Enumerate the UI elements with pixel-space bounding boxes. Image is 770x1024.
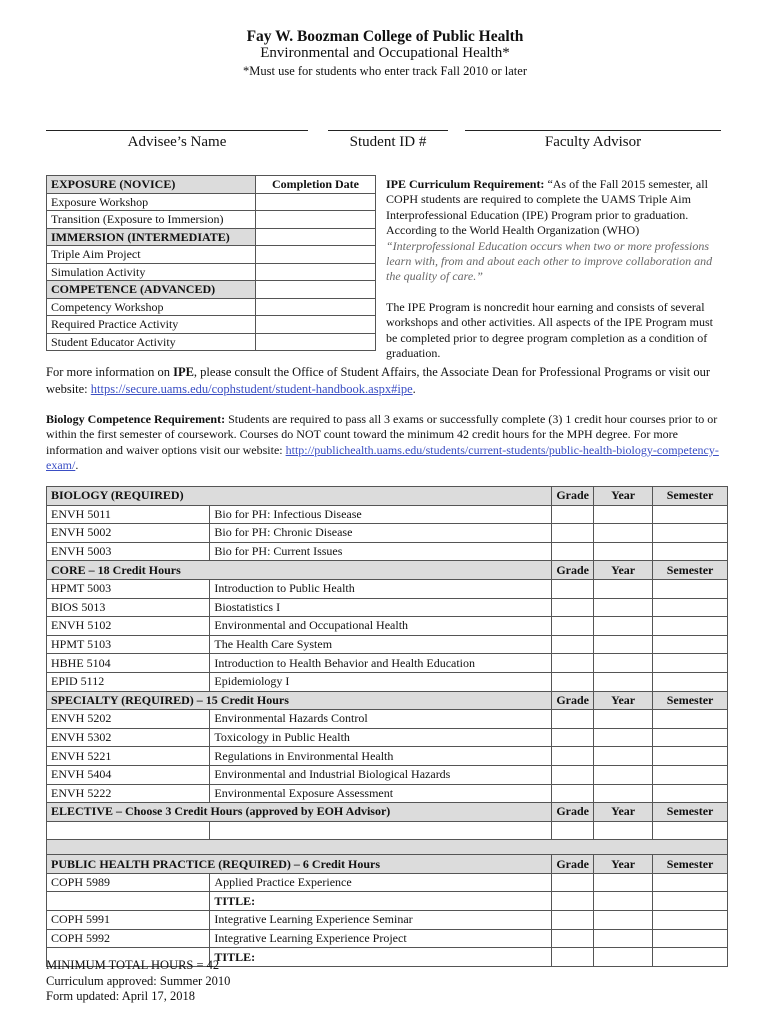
course-name: Integrative Learning Experience Seminar xyxy=(210,911,552,930)
semester-field[interactable] xyxy=(653,873,728,892)
more-info-prefix: For more information on xyxy=(46,365,174,379)
year-field[interactable] xyxy=(594,505,653,524)
footer xyxy=(46,958,230,1005)
course-code xyxy=(47,821,210,840)
section-header-row xyxy=(47,691,728,710)
curriculum-approved: Curriculum approved: Summer 2010 xyxy=(46,973,231,988)
section-header-row xyxy=(47,803,728,822)
year-field[interactable] xyxy=(594,765,653,784)
ipe-activity: Triple Aim Project xyxy=(47,246,256,264)
year-field[interactable] xyxy=(594,542,653,561)
year-field[interactable] xyxy=(594,617,653,636)
year-field[interactable] xyxy=(594,654,653,673)
ipe-completion-table xyxy=(46,175,376,351)
year-field[interactable] xyxy=(594,948,653,967)
semester-field[interactable] xyxy=(653,524,728,543)
semester-field[interactable] xyxy=(653,654,728,673)
grade-header: Grade xyxy=(552,691,594,710)
course-name: The Health Care System xyxy=(210,635,552,654)
course-name: TITLE: xyxy=(210,892,552,911)
year-field[interactable] xyxy=(594,784,653,803)
section-header-row xyxy=(47,561,728,580)
course-code: EPID 5112 xyxy=(47,672,210,691)
completion-date-field[interactable] xyxy=(256,281,376,299)
course-name: Environmental Hazards Control xyxy=(210,710,552,729)
course-row xyxy=(47,892,728,911)
course-name: Regulations in Environmental Health xyxy=(210,747,552,766)
year-header: Year xyxy=(594,855,653,874)
course-name: Integrative Learning Experience Project xyxy=(210,929,552,948)
ipe-handbook-link[interactable]: https://secure.uams.edu/cophstudent/student-handbook.aspx#ipe xyxy=(90,382,413,396)
section-title: PUBLIC HEALTH PRACTICE (REQUIRED) – 6 Credit Hours xyxy=(47,855,552,874)
advisee-name-line[interactable] xyxy=(46,130,308,131)
completion-date-field[interactable] xyxy=(256,316,376,334)
course-row xyxy=(47,929,728,948)
year-field[interactable] xyxy=(594,598,653,617)
semester-field[interactable] xyxy=(653,728,728,747)
ipe-requirement-body: “As of the Fall 2015 semester, all COPH students are required to complete the UAMS Triple Aim Interprofessional Education (IPE) Program prior to graduation. According to the World Health Organization (WHO) xyxy=(386,177,708,238)
completion-date-field[interactable] xyxy=(256,211,376,229)
course-row xyxy=(47,873,728,892)
semester-field[interactable] xyxy=(653,765,728,784)
course-row xyxy=(47,784,728,803)
form-updated: Form updated: April 17, 2018 xyxy=(46,989,195,1003)
page-title: Fay W. Boozman College of Public Health xyxy=(246,28,524,45)
grade-field[interactable] xyxy=(552,524,594,543)
year-field[interactable] xyxy=(594,821,653,840)
ipe-activity: Simulation Activity xyxy=(47,263,256,281)
grade-field[interactable] xyxy=(552,747,594,766)
section-title: SPECIALTY (REQUIRED) – 15 Credit Hours xyxy=(47,691,552,710)
ipe-activity: Competency Workshop xyxy=(47,298,256,316)
ipe-activity: Transition (Exposure to Immersion) xyxy=(47,211,256,229)
grade-header: Grade xyxy=(552,803,594,822)
grade-field[interactable] xyxy=(552,821,594,840)
grade-field[interactable] xyxy=(552,728,594,747)
grade-field[interactable] xyxy=(552,929,594,948)
course-name: Bio for PH: Infectious Disease xyxy=(210,505,552,524)
section-title: ELECTIVE – Choose 3 Credit Hours (approved by EOH Advisor) xyxy=(47,803,552,822)
semester-field[interactable] xyxy=(653,948,728,967)
biology-exam-link[interactable]: http://publichealth.uams.edu/students/current-students/public-health-biology-competency-exam/ xyxy=(46,442,719,473)
grade-field[interactable] xyxy=(552,873,594,892)
course-code: ENVH 5003 xyxy=(47,542,210,561)
completion-date-field[interactable] xyxy=(256,246,376,264)
page-subtitle: Environmental and Occupational Health* xyxy=(260,45,510,61)
who-quote: “Interprofessional Education occurs when two or more professions learn with, from and about each other to improve collaboration and the quality of care.” xyxy=(386,238,713,284)
spacer-cell xyxy=(47,840,728,855)
course-code: ENVH 5102 xyxy=(47,617,210,636)
completion-date-field[interactable] xyxy=(256,193,376,211)
course-row xyxy=(47,524,728,543)
semester-field[interactable] xyxy=(653,911,728,930)
year-field[interactable] xyxy=(594,579,653,598)
grade-field[interactable] xyxy=(552,911,594,930)
course-row xyxy=(47,542,728,561)
course-row xyxy=(47,654,728,673)
grade-field[interactable] xyxy=(552,784,594,803)
section-spacer xyxy=(47,840,728,855)
course-name: Environmental and Occupational Health xyxy=(210,617,552,636)
grade-field[interactable] xyxy=(552,948,594,967)
course-name: Introduction to Public Health xyxy=(210,579,552,598)
more-info-text: , please consult the Office of Student Affairs, the Associate Dean for Professional Programs or visit our website: xyxy=(46,365,711,396)
course-name: Bio for PH: Chronic Disease xyxy=(210,524,552,543)
semester-header: Semester xyxy=(653,803,728,822)
year-field[interactable] xyxy=(594,672,653,691)
course-code: BIOS 5013 xyxy=(47,598,210,617)
course-row xyxy=(47,617,728,636)
completion-date-field[interactable] xyxy=(256,263,376,281)
grade-field[interactable] xyxy=(552,542,594,561)
completion-date-header: Completion Date xyxy=(256,176,376,194)
ipe-more-info xyxy=(46,364,726,398)
course-name: Environmental and Industrial Biological Hazards xyxy=(210,765,552,784)
biology-end: . xyxy=(75,458,79,473)
course-row xyxy=(47,635,728,654)
semester-field[interactable] xyxy=(653,784,728,803)
section-title: CORE – 18 Credit Hours xyxy=(47,561,552,580)
course-code: ENVH 5011 xyxy=(47,505,210,524)
course-code: ENVH 5222 xyxy=(47,784,210,803)
course-name: Bio for PH: Current Issues xyxy=(210,542,552,561)
course-code: ENVH 5404 xyxy=(47,765,210,784)
course-code: COPH 5991 xyxy=(47,911,210,930)
ipe-program-text: The IPE Program is noncredit hour earning and consists of several workshops and other activities. All aspects of the IPE Program must be completed prior to degree program completion as a condition of graduation. xyxy=(386,299,713,361)
ipe-section-header: IMMERSION (INTERMEDIATE) xyxy=(47,228,256,246)
year-field[interactable] xyxy=(594,524,653,543)
course-code: COPH 5992 xyxy=(47,929,210,948)
completion-date-field[interactable] xyxy=(256,298,376,316)
faculty-advisor-label: Faculty Advisor xyxy=(544,134,642,150)
course-row xyxy=(47,765,728,784)
year-field[interactable] xyxy=(594,892,653,911)
ipe-section-header: EXPOSURE (NOVICE) xyxy=(47,176,256,194)
section-header-row xyxy=(47,487,728,506)
course-row xyxy=(47,710,728,729)
biology-requirement-heading: Biology Competence Requirement: xyxy=(46,412,226,426)
year-header: Year xyxy=(594,691,653,710)
course-code: HPMT 5003 xyxy=(47,579,210,598)
ipe-section-header: COMPETENCE (ADVANCED) xyxy=(47,281,256,299)
course-name: Introduction to Health Behavior and Health Education xyxy=(210,654,552,673)
year-field[interactable] xyxy=(594,911,653,930)
grade-field[interactable] xyxy=(552,654,594,673)
grade-header: Grade xyxy=(552,561,594,580)
semester-header: Semester xyxy=(653,487,728,506)
ipe-requirement-text xyxy=(386,177,726,361)
course-name xyxy=(210,821,552,840)
grade-field[interactable] xyxy=(552,617,594,636)
ipe-activity: Exposure Workshop xyxy=(47,193,256,211)
advisee-name-label: Advisee’s Name xyxy=(127,134,227,150)
course-row xyxy=(47,911,728,930)
grade-field[interactable] xyxy=(552,710,594,729)
biology-requirement xyxy=(46,412,726,474)
section-header-row xyxy=(47,855,728,874)
course-row xyxy=(47,672,728,691)
semester-field[interactable] xyxy=(653,598,728,617)
semester-header: Semester xyxy=(653,855,728,874)
course-row xyxy=(47,579,728,598)
year-field[interactable] xyxy=(594,873,653,892)
course-name: Epidemiology I xyxy=(210,672,552,691)
semester-header: Semester xyxy=(653,691,728,710)
minimum-hours: MINIMUM TOTAL HOURS = 42 xyxy=(46,958,220,972)
ipe-activity: Student Educator Activity xyxy=(47,333,256,351)
course-code: HPMT 5103 xyxy=(47,635,210,654)
course-code: ENVH 5202 xyxy=(47,710,210,729)
semester-field[interactable] xyxy=(653,505,728,524)
semester-field[interactable] xyxy=(653,892,728,911)
course-code: ENVH 5002 xyxy=(47,524,210,543)
course-name: Environmental Exposure Assessment xyxy=(210,784,552,803)
grade-field[interactable] xyxy=(552,505,594,524)
semester-field[interactable] xyxy=(653,821,728,840)
biology-requirement-body: Students are required to pass all 3 exams or successfully complete (3) 1 credit hour courses prior to or within the first semester of coursework. Courses do NOT count toward the minimum 42 credit hours for the MPH degree. For more information and waiver options visit our website: xyxy=(46,412,718,457)
course-code: ENVH 5221 xyxy=(47,747,210,766)
year-field[interactable] xyxy=(594,635,653,654)
course-row xyxy=(47,728,728,747)
semester-field[interactable] xyxy=(653,929,728,948)
grade-field[interactable] xyxy=(552,892,594,911)
course-code: HBHE 5104 xyxy=(47,654,210,673)
course-row xyxy=(47,505,728,524)
ipe-term: IPE xyxy=(173,365,194,379)
grade-field[interactable] xyxy=(552,635,594,654)
year-field[interactable] xyxy=(594,710,653,729)
year-header: Year xyxy=(594,561,653,580)
course-code: ENVH 5302 xyxy=(47,728,210,747)
year-field[interactable] xyxy=(594,728,653,747)
grade-field[interactable] xyxy=(552,579,594,598)
student-id-line[interactable] xyxy=(328,130,448,131)
semester-header: Semester xyxy=(653,561,728,580)
faculty-advisor-line[interactable] xyxy=(465,130,721,131)
grade-header: Grade xyxy=(552,487,594,506)
course-row xyxy=(47,747,728,766)
grade-header: Grade xyxy=(552,855,594,874)
course-row xyxy=(47,598,728,617)
year-header: Year xyxy=(594,487,653,506)
course-name: Applied Practice Experience xyxy=(210,873,552,892)
track-note: *Must use for students who enter track Fall 2010 or later xyxy=(243,64,527,78)
course-name: Toxicology in Public Health xyxy=(210,728,552,747)
student-id-label: Student ID # xyxy=(349,134,427,150)
course-name: Biostatistics I xyxy=(210,598,552,617)
ipe-requirement-heading: IPE Curriculum Requirement: xyxy=(386,177,545,191)
semester-field[interactable] xyxy=(653,617,728,636)
semester-field[interactable] xyxy=(653,579,728,598)
semester-field[interactable] xyxy=(653,635,728,654)
year-header: Year xyxy=(594,803,653,822)
year-field[interactable] xyxy=(594,929,653,948)
more-info-end: . xyxy=(412,382,416,396)
semester-field[interactable] xyxy=(653,710,728,729)
year-field[interactable] xyxy=(594,747,653,766)
semester-field[interactable] xyxy=(653,672,728,691)
grade-field[interactable] xyxy=(552,598,594,617)
grade-field[interactable] xyxy=(552,672,594,691)
course-code: COPH 5989 xyxy=(47,873,210,892)
course-row xyxy=(47,821,728,840)
course-code xyxy=(47,892,210,911)
course-table xyxy=(46,486,728,967)
semester-field[interactable] xyxy=(653,542,728,561)
completion-date-field[interactable] xyxy=(256,228,376,246)
ipe-activity: Required Practice Activity xyxy=(47,316,256,334)
course-name: TITLE: xyxy=(210,948,552,967)
grade-field[interactable] xyxy=(552,765,594,784)
completion-date-field[interactable] xyxy=(256,333,376,351)
semester-field[interactable] xyxy=(653,747,728,766)
section-title: BIOLOGY (REQUIRED) xyxy=(47,487,552,506)
